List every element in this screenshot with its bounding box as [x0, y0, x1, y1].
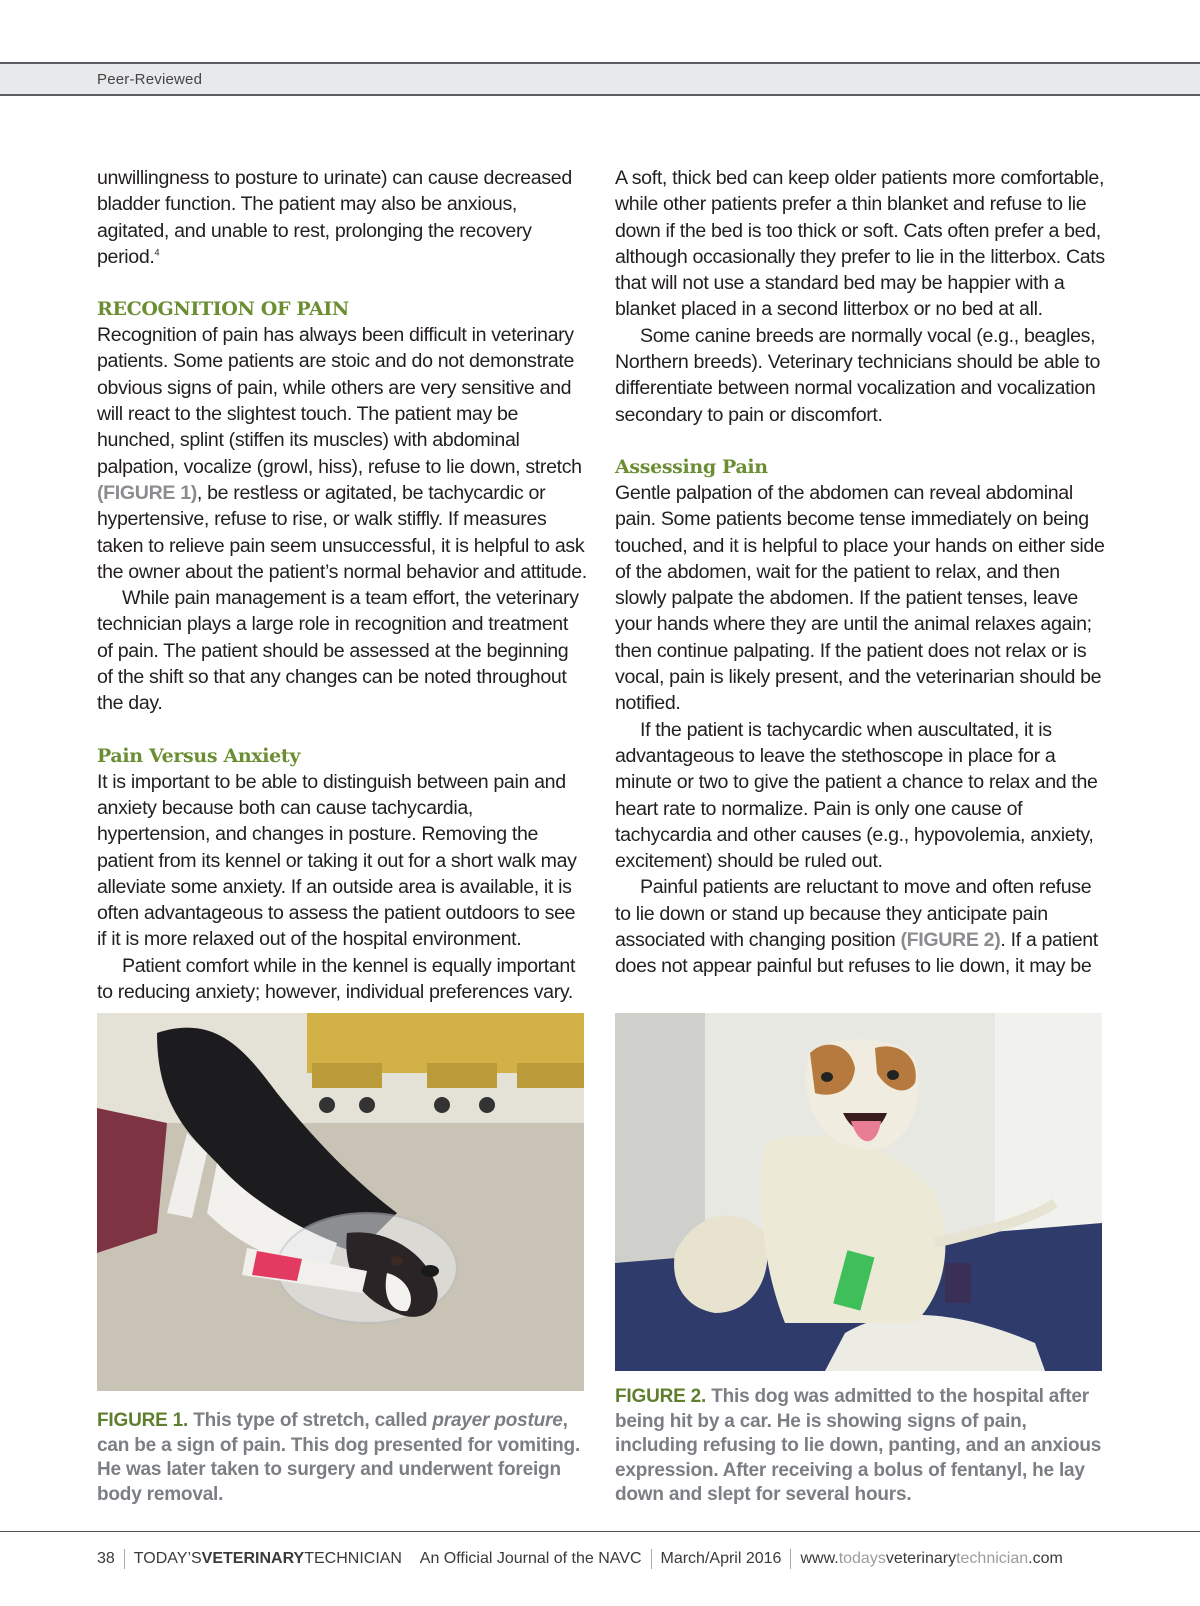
paragraph: Some canine breeds are normally vocal (e.g., beagles, Northern breeds). Veterinary technicians should be able to differentiate between normal vocalization and vocalization secondary to pain or discomfort. [615, 324, 1101, 426]
paragraph: Recognition of pain has always been difficult in veterinary patients. Some patients are stoic and do not demonstrate obvious signs of pain, while others are very sensitive and will react to the slightest touch. The patient may be hunched, splint (stiffen its muscles) with abdominal palpation, vocalize (growl, hiss), refuse to lie down, stretch (FIGURE 1), be restless or agitated, be tachycardic or hypertensive, refuse to rise, or walk stiffly. If measures taken to relieve pain seem unsuccessful, it is helpful to ask the owner about the patient’s normal behavior and attitude. [97, 324, 587, 583]
reference-number: 4 [154, 247, 160, 258]
paragraph: It is important to be able to distinguish between pain and anxiety because both can cause tachycardia, hypertension, and changes in posture. Removing the patient from its kennel or taking it out for a short walk may alleviate some anxiety. If an outside area is available, it is often advantageous to assess the patient outdoors to see if it is more relaxed out of the hospital environment. [97, 770, 577, 951]
section-heading: RECOGNITION OF PAIN [97, 298, 349, 321]
paragraph: If the patient is tachycardic when auscultated, it is advantageous to leave the stethoscope in place for a minute or two to give the patient a chance to relax and the heart rate to normalize. Pain is only one cause of tachycardia and other causes (e.g., hypovolemia, anxiety, excitement) should be ruled out. [615, 718, 1098, 873]
figure-2-caption: FIGURE 2. This dog was admitted to the hospital after being hit by a car. He is showing signs of pain, including refusing to lie down, panting, and an anxious expression. After receiving a bolus of fentanyl, he lay down and slept for several hours. [615, 1386, 1102, 1505]
paragraph: Gentle palpation of the abdomen can reveal abdominal pain. Some patients become tense immediately on being touched, and it is helpful to place your hands on either side of the abdomen, wait for the patient to relax, and then slowly palpate the abdomen. If the patient tenses, leave your hands where they are until the animal relaxes again; then continue palpating. If the patient does not relax or is vocal, pain is likely present, and the veterinarian should be notified. [615, 481, 1105, 715]
figure-reference[interactable]: (FIGURE 1) [97, 481, 197, 504]
running-header [0, 62, 1200, 96]
website-link[interactable]: www.todaysveterinarytechnician.com [800, 1550, 1063, 1568]
injured-dog-image [615, 1013, 1102, 1371]
section-label: Peer-Reviewed [97, 71, 203, 88]
subsection-heading: Pain Versus Anxiety [97, 744, 301, 767]
figure-2-photo [615, 1013, 1102, 1371]
paragraph: Patient comfort while in the kennel is equally important to reducing anxiety; however, individual preferences vary. [97, 954, 576, 1004]
figure-reference[interactable]: (FIGURE 2) [900, 929, 1001, 952]
paragraph: unwillingness to posture to urinate) can cause decreased bladder function. The patient may also be anxious, agitated, and unable to rest, prolonging the recovery period.$^4$ [97, 167, 572, 268]
left-column [97, 165, 587, 1005]
figure-1-caption: FIGURE 1. This type of stretch, called prayer posture, can be a sign of pain. This dog presented for vomiting. He was later taken to surgery and underwent foreign body removal. [97, 1410, 581, 1505]
page-number: 38 [97, 1550, 115, 1568]
figure-1-photo [97, 1013, 584, 1391]
page-footer [97, 1549, 1063, 1569]
magazine-title: TODAY’SVETERINARYTECHNICIAN [133, 1550, 402, 1568]
paragraph: While pain management is a team effort, the veterinary technician plays a large role in recognition and treatment of pain. The patient should be assessed at the beginning of the shift so that any changes can be noted throughout the day. [97, 587, 579, 715]
footer-divider [0, 1531, 1200, 1532]
paragraph: Painful patients are reluctant to move and often refuse to lie down or stand up because they anticipate pain associated with changing position (FIGURE 2). If a patient does not appear painful but refuses to lie down, it may be [615, 876, 1098, 978]
dog-stretching-image [97, 1013, 584, 1391]
issue-date: March/April 2016 [660, 1550, 782, 1568]
figure-label: FIGURE 1. [97, 1410, 189, 1431]
right-column [615, 165, 1105, 980]
paragraph: A soft, thick bed can keep older patients more comfortable, while other patients prefer a thin blanket and refuse to lie down if the bed is too thick or soft. Cats often prefer a bed, although occasionally they prefer to lie in the litterbox. Cats that will not use a standard bed may be happier with a blanket placed in a second litterbox or no bed at all. [615, 167, 1105, 321]
journal-affiliation: An Official Journal of the NAVC [419, 1550, 642, 1568]
subsection-heading: Assessing Pain [615, 455, 768, 478]
figure-label: FIGURE 2. [615, 1386, 707, 1407]
